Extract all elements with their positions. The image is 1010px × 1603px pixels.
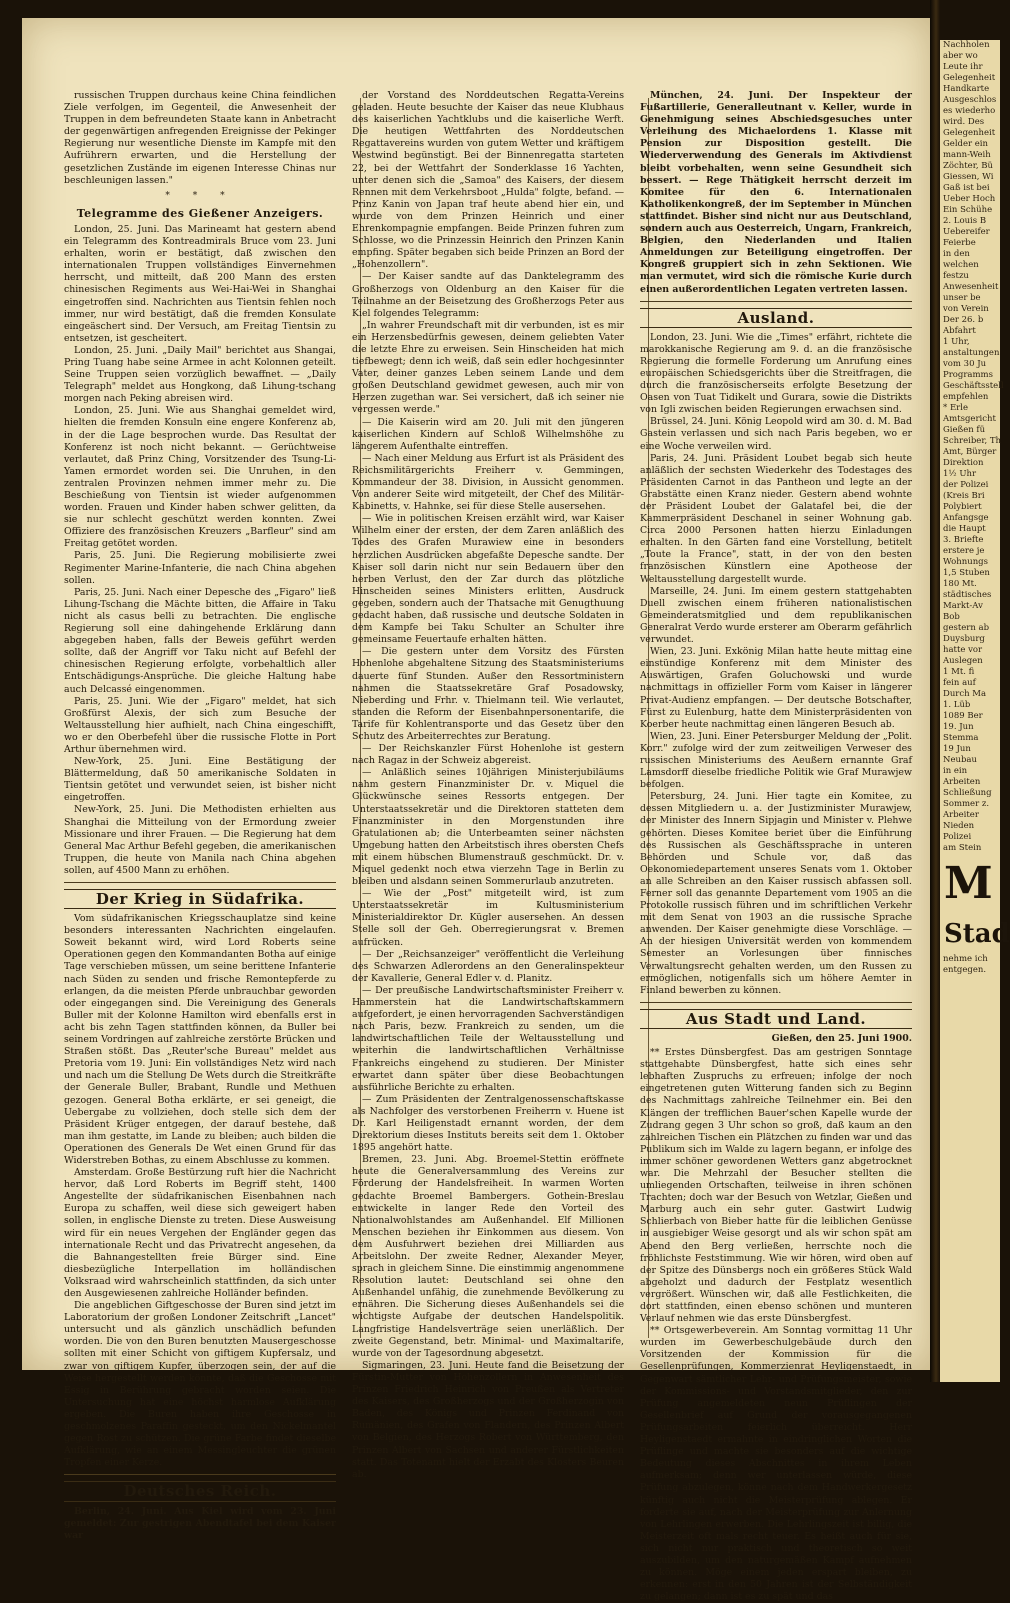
article-paragraph: Petersburg, 24. Juni. Hier tagte ein Komitee, zu dessen Mitgliedern u. a. der Justizminister Murawjew, der Minister des Innern Sipjagin und Minister v. Plehwe gehörten. Dieses Komitee beriet über die Einführung des Russischen als Geschäftssprache in unteren Behörden und Schule vor, daß das Oekonomiedepartement unseres Senats vom 1. Oktober an alle Schreiben an den Kaiser russisch abfassen soll. Ferner soll das genannte Departement vom 1905 an die Protokolle russisch führen und im schriftlichen Verkehr mit dem Senat von 1903 an die russische Sprache anwenden. Der Kaiser genehmigte diese Vorschläge. — An der hiesigen Universität werden von kommendem Semester an Vorlesungen über finnisches Verwaltungsrecht gehalten werden, um den Russen zu ermöglichen, notigenfalls sich um höhere Aemter in Finland bewerben zu können. <box>640 791 912 996</box>
article-paragraph: Paris, 24. Juni. Präsident Loubet begab sich heute anläßlich der sechsten Wiederkehr des Todestages des Präsidenten Carnot in das Pantheon und legte an der Grabstätte einen Kranz nieder. Gestern abend wohnte der Präsident Loubet der Galatafel bei, die der Kammerpräsident Deschanel in seiner Wohnung gab. Circa 2000 Personen hatten hierzu Einladungen erhalten. In den Gärten fand eine Vorstellung, betitelt „Toute la France", statt, in der von den besten französischen Künstlern eine Apotheose der Weltausstellung dargestellt wurde. <box>640 452 912 585</box>
adjacent-line: welchen <box>943 260 979 270</box>
adjacent-line: Uebereifer <box>943 227 990 237</box>
reich-articles <box>352 90 624 1481</box>
article-paragraph: Brüssel, 24. Juni. König Leopold wird am 30. d. M. Bad Gastein verlassen und sich nach Paris begeben, wo er eine Woche verweilen wird. <box>640 416 912 452</box>
article-paragraph: — Nach einer Meldung aus Erfurt ist als Präsident des Reichsmilitärgerichts Freiherr v. Gemmingen, Kommandeur der 38. Division, in Aussicht genommen. Von anderer Seite wird mitgeteilt, der Chef des Militär-Kabinetts, v. Hahnke, sei für diese Stelle ausersehen. <box>352 452 624 513</box>
adjacent-line: Zöchter, Bü <box>943 161 993 171</box>
adjacent-line: 180 Mt. <box>943 579 977 589</box>
article-paragraph: Die angeblichen Giftgeschosse der Buren sind jetzt im Laboratorium der großen Londoner Zeitschrift „Lancet" untersucht und als gänzlich unschädlich befunden worden. Die von den Buren benutzten Mausergeschosse sollten mit einer Schicht von giftigem Kupfersalz, und zwar von giftigem Kupfer, überzogen sein, der auf die Weise hergestellt werden könnte, daß die Geschosse mit Essig in Berührung gebracht worden seien. Die Untersuchung hat eine höchst harmlose Aufklärung ergeben. Die Buren haben ihre Geschosse in geschmolzenes Paraffin gesteckt, um den Nickelmantel gegen Rost zu schützen. Die grüne Farbe findet dieselbe Aufklärung, wie an einem Messingleuchter die grünen Tropfen einer Kerze. <box>64 1300 336 1469</box>
adjacent-line: Stemma <box>943 733 979 743</box>
adjacent-page-fragment <box>940 40 1010 1382</box>
adjacent-line: anstaltungen <box>943 348 1000 358</box>
adjacent-page-heading-fragment: Stad <box>944 919 1010 949</box>
book-gutter <box>930 0 940 1382</box>
adjacent-line: (Kreis Bri <box>943 491 985 501</box>
adjacent-line: Polybiert <box>943 502 982 512</box>
adjacent-line: 1089 Ber <box>943 711 983 721</box>
article-paragraph: — Der „Reichsanzeiger" veröffentlicht die Verleihung des Schwarzen Adlerordens an den Generalinspekteur der Kavallerie, General Edler v. d. Planitz. <box>352 948 624 984</box>
article-paragraph: — Die Kaiserin wird am 20. Juli mit den jüngeren kaiserlichen Kindern auf Schloß Wilhelmshöhe zu längerem Aufenthalte eintreffen. <box>352 416 624 452</box>
adjacent-line: Schreiber, Th <box>943 436 1002 446</box>
adjacent-line: mann-Weih <box>943 150 991 160</box>
telegram-item: Paris, 25. Juni. Die Regierung mobilisierte zwei Regimenter Marine-Infanterie, die nach China abgehen sollen. <box>64 550 336 586</box>
adjacent-line: Schließung <box>943 788 992 798</box>
article-paragraph: — Die gestern unter dem Vorsitz des Fürsten Hohenlohe abgehaltene Sitzung des Staatsministeriums dauerte fünf Stunden. Außer den Ressortministern nahmen die Staatssekretäre Graf Posadowsky, Nieberding und Frhr. v. Thielmann teil. Wie verlautet, standen die Reform der Eisenbahnpersonentarife, die Tarife für Kohlentransporte und das Gesetz über den Schutz des Arbeiterrechtes zur Beratung. <box>352 646 624 742</box>
article-paragraph: Wien, 23. Juni. Einer Petersburger Meldung der „Polit. Korr." zufolge wird der zum zeitweiligen Verweser des russischen Ministeriums des Aeußern ernannte Graf Lamsdorff dieselbe friedliche Politik wie Graf Murawjew befolgen. <box>640 730 912 791</box>
article-paragraph: — Der Kaiser sandte auf das Danktelegramm des Großherzogs von Oldenburg an den Kaiser für die Teilnahme an der Beisetzung des Großherzogs Peter aus Kiel folgendes Telegramm: <box>352 271 624 319</box>
article-paragraph: der Vorstand des Norddeutschen Regatta-Vereins geladen. Heute besuchte der Kaiser das neue Klubhaus des kaiserlichen Yachtklubs und die kaiserliche Werft. Die heutigen Wettfahrten des Norddeutschen Regattavereins wurden von gutem Wetter und kräftigem Westwind begünstigt. Bei der Binnenregatta starteten 22, bei der Wettfahrt der Sonderklasse 16 Yachten, unter denen sich die „Samoa" des Kaisers, der diesem Rennen mit dem Verkehrsboot „Hulda" folgte, befand. — Prinz Kanin von Japan traf heute abend hier ein, und wurde von dem Prinzen Heinrich und einer Ehrenkompagnie empfangen. Beide Prinzen fuhren zum Schlosse, wo die Prinzessin Heinrich den Prinzen Kanin empfing. Später begaben sich beide Prinzen an Bord der „Hohenzollern". <box>352 90 624 271</box>
adjacent-line: Ueber Hoch <box>943 194 996 204</box>
boer-war-articles <box>64 913 336 1469</box>
article-paragraph: ** Erstes Dünsbergfest. Das am gestrigen Sonntage stattgehabte Dünsbergfest, hatte sich eines sehr lebhaften Zuspruchs zu erfreuen; infolge der noch eingetretenen guten Witterung fanden sich zu Beginn des Nachmittags zahlreiche Teilnehmer ein. Bei den Klängen der trefflichen Bauer'schen Kapelle wurde der Zudrang gegen 3 Uhr schon so groß, daß kaum an den zahlreichen Tischen ein Plätzchen zu finden war und das Publikum sich im Walde zu lagern begann, er infolge des immer schöner gewordenen Wetters ganz abgetrocknet war. Die Mehrzahl der Besucher stellten die umliegenden Ortschaften, teilweise in ihren schönen Trachten; doch war der Besuch von Wetzlar, Gießen und Marburg auch ein sehr guter. Gastwirt Ludwig Schlierbach von Bieber hatte für die leiblichen Genüsse in ausgiebiger Weise gesorgt und als wir schon spät am Abend den Berg verließen, herrschte noch die fröhlichste Feststimmung. Wie wir hören, wird oben auf der Spitze des Dünsbergs noch ein größeres Stück Wald abgeholzt und dadurch der Festplatz wesentlich vergrößert. Wünschen wir, daß alle Festlichkeiten, die dort stattfinden, einen ebenso schönen und munteren Verlauf nehmen wie das erste Dünsbergfest. <box>640 1047 912 1325</box>
telegram-list <box>64 224 336 877</box>
adjacent-line: Anwesenheit <box>943 282 999 292</box>
article-paragraph: — Der Reichskanzler Fürst Hohenlohe ist gestern nach Ragaz in der Schweiz abgereist. <box>352 743 624 767</box>
adjacent-line: Gaß ist bei <box>943 183 990 193</box>
adjacent-line: empfehlen <box>943 392 989 402</box>
deutsches-reich-heading: Deutsches Reich. <box>64 1481 336 1501</box>
adjacent-line: Gelegenheit <box>943 73 996 83</box>
column-2 <box>352 90 624 1480</box>
section-rule <box>640 301 912 302</box>
ausland-heading: Ausland. <box>640 308 912 328</box>
adjacent-line: Arbeiter <box>943 810 979 820</box>
article-paragraph: Sigmaringen, 23. Juni. Heute fand die Beisetzung der Fürstin-Mutter von Hohenzollern in Anwesenheit des Prinzen Friedrich Heinrich von Preußen als Vertreter des Kaisers, des Großherzogs und der Großherzogin von Baden, des Königs und Prinzen Ferdinand von Rumänien, des Grafen von Flandern, des Prinzen Albert von Belgien, des Herzogs Robert von Württemberg, den Prinzen Albert von Sachsen und anderer Fürstlichkeiten statt. Das Totenamt hielt der Erzabt des Klosters Beuren ab. <box>352 1359 624 1480</box>
article-paragraph: Marseille, 24. Juni. Im einem gestern stattgehabten Duell zwischen einem früheren nationalistischen Gemeinderatsmitglied und dem republikanischen Generalrat Verdo wurde ersterer am Oberarm gefährlich verwundet. <box>640 585 912 646</box>
china-article-end: russischen Truppen durchaus keine China feindlichen Ziele verfolgen, im Gegenteil, die Anwesenheit der Truppen in dem befreundeten Staate kann in Anbetracht der gegenwärtigen anfregenden Ereignisse der Pekinger Regierung nur wesentliche Dienste im Kampfe mit den Aufrührern erwarten, und die Herstellung der gesetzlichen Zustände im eigenen Interesse Chinas nur beschleunigen lassen." <box>64 90 336 186</box>
adjacent-page-text <box>940 40 1004 854</box>
adjacent-line: vom 30 Ju <box>943 359 987 369</box>
adjacent-line: städtisches <box>943 590 992 600</box>
adjacent-line: Geschäftsstell <box>943 381 1004 391</box>
section-rule <box>640 1002 912 1003</box>
adjacent-line: erstere je <box>943 546 985 556</box>
adjacent-line: Amtsgericht <box>943 414 996 424</box>
adjacent-line: Nachholen <box>943 40 990 50</box>
adjacent-line: Polizei <box>943 832 972 842</box>
adjacent-line: in ein <box>943 766 968 776</box>
adjacent-line: gestern ab <box>943 623 990 633</box>
adjacent-line: Programms <box>943 370 993 380</box>
separator-stars: * * * <box>165 190 235 201</box>
adjacent-line: aber wo <box>943 51 978 61</box>
adjacent-line: hatte vor <box>943 645 983 655</box>
telegrams-heading: Telegramme des Gießener Anzeigers. <box>76 206 324 220</box>
adjacent-line: von Verein <box>943 304 989 314</box>
adjacent-line: Duysburg <box>943 634 985 644</box>
article-paragraph: — Wie der „Post" mitgeteilt wird, ist zum Unterstaatssekretär im Kultusministerium Ministerialdirektor Dr. Kügler ausersehen. An dessen Stelle soll der Geh. Oberregierungsrat v. Bremen aufrücken. <box>352 888 624 948</box>
adjacent-page-large-letter: M <box>944 858 993 909</box>
adjacent-line: fein auf <box>943 678 976 688</box>
adjacent-line: Auslegen <box>943 656 983 666</box>
ausland-articles <box>640 332 912 997</box>
adjacent-line: der Polizei <box>943 480 989 490</box>
adjacent-line: Direktion <box>943 458 984 468</box>
article-paragraph: Wien, 23. Juni. Exkönig Milan hatte heute mittag eine einstündige Konferenz mit dem Minister des Auswärtigen, Grafen Goluchowski und wurde nachmittags in offizieller Form vom Kaiser in längerer Privat-Audienz empfangen. — Der deutsche Botschafter, Fürst zu Eulenburg, hatte dem Ministerpräsidenten von Koerber heute nachmittag einen längeren Besuch ab. <box>640 646 912 730</box>
adjacent-line: Gießen fü <box>943 425 986 435</box>
adjacent-line: Markt-Av <box>943 601 983 611</box>
boer-war-heading: Der Krieg in Südafrika. <box>64 889 336 909</box>
adjacent-line: Neubau <box>943 755 977 765</box>
adjacent-line: die Haupt <box>943 524 986 534</box>
section-rule <box>64 1474 336 1475</box>
adjacent-line: Wohnungs <box>943 557 988 567</box>
article-paragraph: „In wahrer Freundschaft mit dir verbunden, ist es mir ein Herzensbedürfnis gewesen, deinem geliebten Vater die letzte Ehre zu erweisen. Sein Hinscheiden hat mich tiefbewegt; denn ich weiß, daß sein edler hochgesinnter Vater, deiner ganzes Leben seinem Lande und dem großen Deutschland gewidmet gewesen, auch mir von Herzen zugethan war. Sei versichert, daß ich seiner nie vergessen werde." <box>352 319 624 416</box>
adjacent-line: Handkarte <box>943 84 990 94</box>
adjacent-line: Gelder ein <box>943 139 988 149</box>
adjacent-line: Durch Ma <box>943 689 987 699</box>
adjacent-line: Ausgeschlos <box>943 95 997 105</box>
newspaper-page <box>22 18 930 1603</box>
adjacent-line: 1,5 Stuben <box>943 568 990 578</box>
article-paragraph: ** Ortsgewerbeverein. Am Sonntag vormittag 11 Uhr wurden im Gewerbeschulgebäude durch den Vorsitzenden der Kommission für die Gesellenprüfungen, Kommerzienrat Heyligenstaedt, in Gegenwart sämtlicher Lehr- und Prüfungsmeister, sowie der Kommissions- und Vorstandsmitglieder, den zur Prüfung angemeldeten neun Prüflingen der Gesellenbrief auf Grund der vorausgegangenen Prüfungsarbeiten feierlich überreicht. Herr Heyligenstaedt ermahnte in eindringlichen Worten die Prüflinge und machte sie besonders auf die wichtige Bedeutung dieses Abschnittes in ihrem Leben aufmerksam; denn wer unterlassen würde, diese Prüfung abzulegen, könne nach dem Handwerkergesetz künftig auch nicht die Meisterprüfung ablegen. Er forderte sie auf, nach der Meisterprüfung zur Anlernung von Lehrlingen erwerben. Die Lehrlingszeit ist billig, die Meisterzeit oft mals recht teuer. Es heißt auch für sie, sich nicht nur praktisch und theoretisch so weit auszubilden, um den naturgemäßen Kampf aufnehmen zu können. Möge einem jeden erspart bleiben, zu erkennen: erst in den 50 Jahren ist der Selbständigkeit zu gelangen; dann ist es zu spät und das <box>640 1325 912 1603</box>
adjacent-line: in den <box>943 249 970 259</box>
column-3 <box>640 90 912 1603</box>
section-rule <box>64 882 336 883</box>
telegram-item: New-York, 25. Juni. Die Methodisten erhielten aus Shanghai die Mitteilung von der Ermordung zweier Missionare und ihrer Frauen. — Die Regierung hat dem General Mac Arthur Befehl gegeben, die amerikanischen Truppen, die heute von Manila nach China abgehen sollen, auf 4500 Mann zu erhöhen. <box>64 804 336 876</box>
reich-article-start: Berlin, 24. Juni. Aus Kiel wird vom 23. Juni gemeldet: Zur gestrigen Abendtafel bei dem Kaiser war <box>64 1505 336 1541</box>
adjacent-page-tail-1: nehme ich <box>943 954 988 964</box>
article-paragraph: Bremen, 23. Juni. Abg. Broemel-Stettin eröffnete heute die Generalversammlung des Vereins zur Förderung der Handelsfreiheit. In warmen Worten gedachte Broemel Bambergers. Gothein-Breslau entwickelte in langer Rede den Vorteil des Nationalwohlstandes am Außenhandel. Elf Millionen Menschen beziehen ihr Einkommen aus diesem. Von dem Ausfuhrwert beziehen drei Milliarden aus Arbeitslohn. Der zweite Redner, Alexander Meyer, sprach in gleichem Sinne. Die einstimmig angenommene Resolution lautet: Deutschland sei ohne den Außenhandel unfähig, die zunehmende Bevölkerung zu ernähren. Die Sicherung dieses Außenhandels sei die wichtigste Aufgabe der deutschen Handelspolitik. Langfristige Handelsverträge seien unerläßlich. Der zweite Gegenstand, betr. Minimal- und Maximaltarife, wurde von der Tagesordnung abgesetzt. <box>352 1154 624 1359</box>
local-articles <box>640 1047 912 1603</box>
adjacent-line: wird. Des <box>943 117 985 127</box>
adjacent-line: 1 Uhr, <box>943 337 970 347</box>
adjacent-line: unser be <box>943 293 981 303</box>
article-paragraph: — Wie in politischen Kreisen erzählt wird, war Kaiser Wilhelm einer der ersten, der dem Zaren anläßlich des Todes des Grafen Murawiew eine in besonders herzlichen Ausdrücken abgefaßte Depesche sandte. Der Kaiser soll darin nicht nur sein Bedauern über den herben Verlust, den der Zar durch das plötzliche Hinscheiden seines Ministers erlitten, Ausdruck gegeben, sondern auch der Thatsache mit Genugthuung gedacht haben, daß russische und deutsche Soldaten in dem Kampfe bei Taku Schulter an Schulter ihre gemeinsame Feuertaufe erhalten hätten. <box>352 513 624 646</box>
adjacent-line: Abfahrt <box>943 326 976 336</box>
adjacent-line: Giessen, Wi <box>943 172 994 182</box>
adjacent-line: am Stein <box>943 843 982 853</box>
adjacent-line: Arbeiten <box>943 777 981 787</box>
article-paragraph: Amsterdam. Große Bestürzung ruft hier die Nachricht hervor, daß Lord Roberts im Begriff steht, 1400 Angestellte der südafrikanischen Eisenbahnen nach Europa zu schaffen, weil diese sich geweigert haben sollen, in englische Dienste zu treten. Diese Ausweisung wird für ein neues Vergehen der Engländer gegen das internationale Recht und das Privatrecht angesehen, da die Bahnangestellten freie Bürger sind. Eine diesbezügliche Interpellation im holländischen Volksraad wird wahrscheinlich stattfinden, da sich unter den Ausgewiesenen zahlreiche Holländer befinden. <box>64 1167 336 1299</box>
article-paragraph: Vom südafrikanischen Kriegsschauplatze sind keine besonders interessanten Nachrichten eingelaufen. Soweit bekannt wird, wird Lord Roberts seine Operationen gegen den Kommandanten Botha auf einige Tage verschieben müssen, um seine berittene Infanterie nach Süden zu senden und frische Remontepferde zu erlangen, da die meisten Pferde unbrauchbar geworden oder eingegangen sind. Die Vereinigung des Generals Buller mit der Kolonne Hamilton wird ebenfalls erst in acht bis zehn Tagen stattfinden können, da Buller bei seinem Vordringen auf zahlreiche zerstörte Brücken und Straßen stößt. Das „Reuter'sche Bureau" meldet aus Pretoria vom 19. Juni: Ein vollständiges Netz wird nach und nach um die Stellung De Wets durch die Streitkräfte der Generale Buller, Brabant, Rundle und Methuen gezogen. General Botha erklärte, er sei geneigt, die Uebergabe zu vollziehen, doch stelle sich dem der Präsident Krüger entgegen, der darauf bestehe, daß man ihm gestatte, im Lande zu bleiben; auch bilden die Operationen des Generals De Wet einen Grund für das Widerstreben Bothas, zu einem Abschlusse zu kommen. <box>64 913 336 1166</box>
adjacent-line: Anfangsge <box>943 513 989 523</box>
adjacent-line: Nieden <box>943 821 975 831</box>
telegram-item: London, 25. Juni. Wie aus Shanghai gemeldet wird, hielten die fremden Konsuln eine engere Konferenz ab, in der die Lage besprochen wurde. Das Resultat der Konferenz ist noch nicht bekannt. — Gerüchtweise verlautet, daß Prinz Ching, Vorsitzender des Tsung-Li-Yamen ermordet worden sei. Die Unruhen, in den zentralen Provinzen nehmen immer mehr zu. Die Beschießung von Tientsin ist wieder aufgenommen worden. Frauen und Kinder haben schwer gelitten, da sie nur schlecht geschützt werden konnten. Zwei Offiziere des französischen Kreuzers „Barfleur" sind am Freitag getötet worden. <box>64 405 336 550</box>
adjacent-line: 1. Lüb <box>943 700 971 710</box>
adjacent-line: 3. Briefte <box>943 535 984 545</box>
adjacent-line: Bob <box>943 612 960 622</box>
column-1 <box>64 90 336 1541</box>
adjacent-line: Amt, Bürger <box>943 447 997 457</box>
munich-article: München, 24. Juni. Der Inspekteur der Fußartillerie, Generalleutnant v. Keller, wurde in Genehmigung seines Abschiedsgesuches unter Verleihung des Michaelordens 1. Klasse mit Pension zur Disposition gestellt. Die Wiederverwendung des Generals im Aktivdienst bleibt vorbehalten, wenn seine Gesundheit sich bessert. — Rege Thätigkeit herrscht derzeit im Komitee für den 6. Internationalen Katholikenkongreß, der im September in München stattfindet. Bisher sind nicht nur aus Deutschland, sondern auch aus Oesterreich, Ungarn, Frankreich, Belgien, den Niederlanden und Italien Anmeldungen zur Beteiligung eingetroffen. Der Kongreß gruppiert sich in zehn Sektionen. Wie man vermutet, wird sich die römische Kurie durch einen außerordentlichen Legaten vertreten lassen. <box>640 90 912 295</box>
article-paragraph: London, 23. Juni. Wie die „Times" erfährt, richtete die marokkanische Regierung am 9. d. an die französische Regierung die formelle Forderung um Anrufung eines europäischen Schiedsgerichts über die Streitfragen, die durch die französischerseits erfolgte Besetzung der Oasen von Tuat Tidikelt und Gurara, sowie die Distrikts von Igli zwischen beiden Regierungen erwachsen sind. <box>640 331 912 416</box>
article-paragraph: — Der preußische Landwirtschaftsminister Freiherr v. Hammerstein hat die Landwirtschaftskammern aufgefordert, je einen hervorragenden Sachverständigen nach Paris, bezw. Frankreich zu senden, um die landwirtschaftlichen Teile der Weltausstellung und weiterhin die landwirtschaftlichen Verhältnisse Frankreichs eingehend zu studieren. Der Minister erwartet dann später über diese Beobachtungen ausführliche Berichte zu erhalten. <box>352 984 624 1093</box>
adjacent-line: Gelegenheit <box>943 128 996 138</box>
adjacent-line: Leute ihr <box>943 62 983 72</box>
local-dateline: Gießen, den 25. Juni 1900. <box>771 1032 912 1044</box>
adjacent-line: Der 26. b <box>943 315 984 325</box>
adjacent-line: 19. Jun <box>943 722 974 732</box>
adjacent-line: 2. Louis B <box>943 216 987 226</box>
stadt-land-heading: Aus Stadt und Land. <box>640 1009 912 1029</box>
adjacent-line: es wiederho <box>943 106 996 116</box>
telegram-item: Paris, 25. Juni. Wie der „Figaro" meldet, hat sich Großfürst Alexis, der sich zum Besuche der Weltausstellung hier aufhielt, nach China eingeschifft, wo er den Oberbefehl über die russische Flotte in Port Arthur übernehmen wird. <box>64 695 336 755</box>
adjacent-line: 19 Jun <box>943 744 971 754</box>
adjacent-line: festzu <box>943 271 969 281</box>
telegram-item: New-York, 25. Juni. Eine Bestätigung der Blättermeldung, daß 50 amerikanische Soldaten in Tientsin getötet und verwundet seien, ist bisher nicht eingetroffen. <box>64 756 336 804</box>
adjacent-line: Sommer z. <box>943 799 990 809</box>
adjacent-page-tail-2: entgegen. <box>943 965 987 975</box>
telegram-item: London, 25. Juni. „Daily Mail" berichtet aus Shangai, Pring Tuang habe seine Armee in acht Kolonnen geteilt. Seine Truppen seien vorzüglich bewaffnet. — „Daily Telegraph" meldet aus Hongkong, daß Lihung-tschang morgen nach Peking abreisen wird. <box>64 344 336 405</box>
adjacent-line: * Erle <box>943 403 968 413</box>
adjacent-line: 1 Mt. fi <box>943 667 975 677</box>
article-paragraph: — Zum Präsidenten der Zentralgenossenschaftskasse als Nachfolger des verstorbenen Freiherrn v. Huene ist Dr. Karl Heiligenstadt ernannt worden, der dem Direktorium dieses Instituts bereits seit dem 1. Oktober 1895 angehört hatte. <box>352 1093 624 1154</box>
article-paragraph: — Anläßlich seines 10jährigen Ministerjubiläums nahm gestern Finanzminister Dr. v. Miquel die Glückwünsche seines Ressorts entgegen. Der Unterstaatssekretär und die Direktoren statteten dem Finanzminister in den Morgenstunden ihre Gratulationen ab; die Unterbeamten seiner nächsten Umgebung hatten den Arbeitstisch ihres obersten Chefs mit einem hübschen Blumenstrauß geschmückt. Dr. v. Miquel gedenkt noch etwa vierzehn Tage in Berlin zu bleiben und alsdann seinen Sommerurlaub anzutreten. <box>352 767 624 888</box>
adjacent-line: 1½ Uhr <box>943 469 977 479</box>
telegram-item: Paris, 25. Juni. Nach einer Depesche des „Figaro" ließ Lihung-Tschang die Mächte bitten, die Affaire in Taku nicht als casus belli zu betrachten. Die englische Regierung soll eine dahingehende Erklärung dann abgegeben haben, falls der Beweis geführt werden sollte, daß der Angriff vor Taku nicht auf Befehl der chinesischen Regierung erfolgte, vorbehaltlich aller Entschädigungs-Ansprüche. Die gleiche Haltung habe auch Delcassé eingenommen. <box>64 586 336 695</box>
telegram-item: London, 25. Juni. Das Marineamt hat gestern abend ein Telegramm des Kontreadmirals Bruce vom 23. Juni erhalten, worin er bestätigt, daß zwischen den internationalen Truppen vollständiges Einvernehmen herrscht, und mitteilt, daß 200 Mann des ersten chinesischen Regiments aus Wei-Hai-Wei in Shanghai eingetroffen sind. Nachrichten aus Tientsin fehlen noch immer, nur wird bestätigt, daß die fremden Konsulate eingeäschert sind. Der Versuch, am Freitag Tientsin zu entsetzen, ist gescheitert. <box>64 223 336 344</box>
adjacent-line: Feierbe <box>943 238 976 248</box>
adjacent-line: Ein Schühe <box>943 205 993 215</box>
